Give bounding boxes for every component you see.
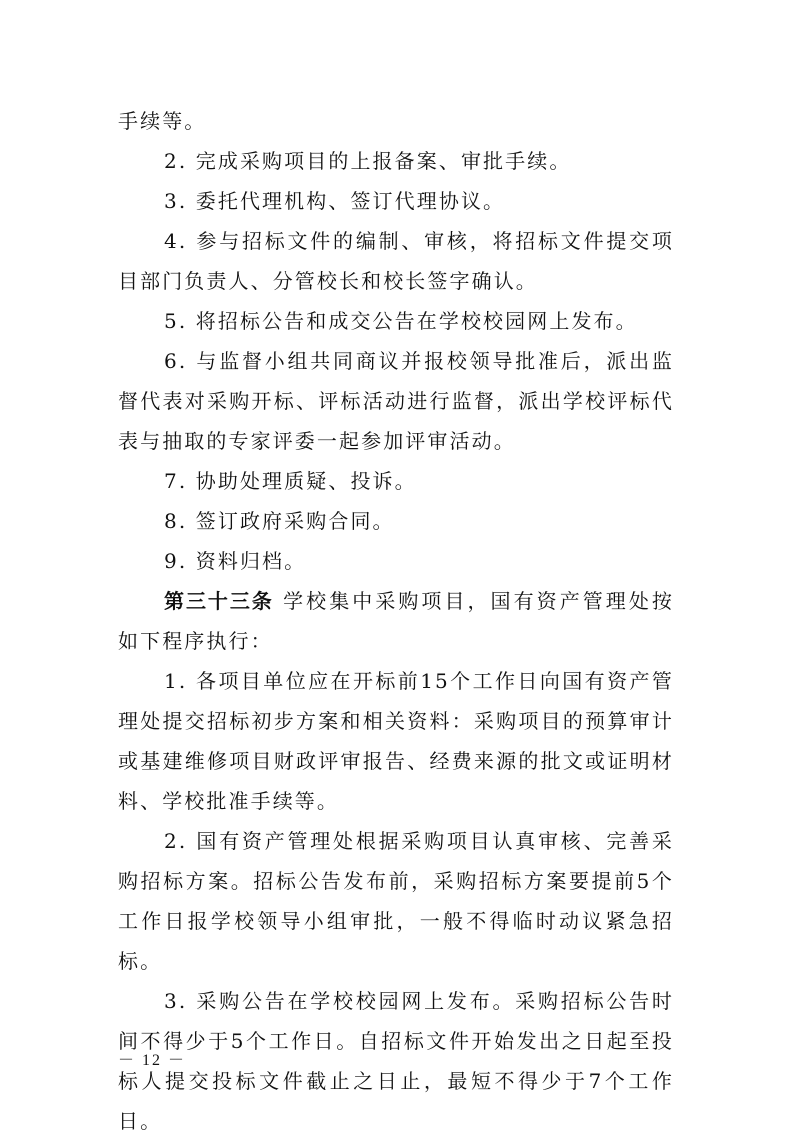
page-number: － 12 － [118,1052,187,1069]
article-intro-text: 学校集中采购项目，国有资产管理处按如下程序执行： [118,589,674,653]
paragraph-item-7: 7. 协助处理质疑、投诉。 [164,469,417,493]
paragraph-item-4: 4. 参与招标文件的编制、审核，将招标文件提交项目部门负责人、分管校长和校长签字确认。 [118,229,674,293]
paragraph-item-5: 5. 将招标公告和成交公告在学校校园网上发布。 [164,309,638,333]
paragraph-item-3: 3. 委托代理机构、签订代理协议。 [164,189,506,213]
article-item-2: 2. 国有资产管理处根据采购项目认真审核、完善采购招标方案。招标公告发布前，采购招标方案要提前5个工作日报学校领导小组审批，一般不得临时动议紧急招标。 [118,829,674,973]
paragraph-continuation: 手续等。 [118,109,207,133]
article-33 [118,581,674,661]
article-item-1: 1. 各项目单位应在开标前15个工作日向国有资产管理处提交招标初步方案和相关资料：采购项目的预算审计或基建维修项目财政评审报告、经费来源的批文或证明材料、学校批准手续等。 [118,669,674,813]
paragraph-item-6: 6. 与监督小组共同商议并报校领导批准后，派出监督代表对采购开标、评标活动进行监督，派出学校评标代表与抽取的专家评委一起参加评审活动。 [118,349,674,453]
article-title: 第三十三条 [164,589,274,613]
article-item-3: 3. 采购公告在学校校园网上发布。采购招标公告时间不得少于5个工作日。自招标文件开始发出之日起至投标人提交投标文件截止之日止，最短不得少于7个工作日。 [118,989,674,1133]
paragraph-item-2: 2. 完成采购项目的上报备案、审批手续。 [164,149,572,173]
paragraph-item-8: 8. 签订政府采购合同。 [164,509,395,533]
paragraph-item-9: 9. 资料归档。 [164,549,307,573]
document-body [118,101,674,1141]
